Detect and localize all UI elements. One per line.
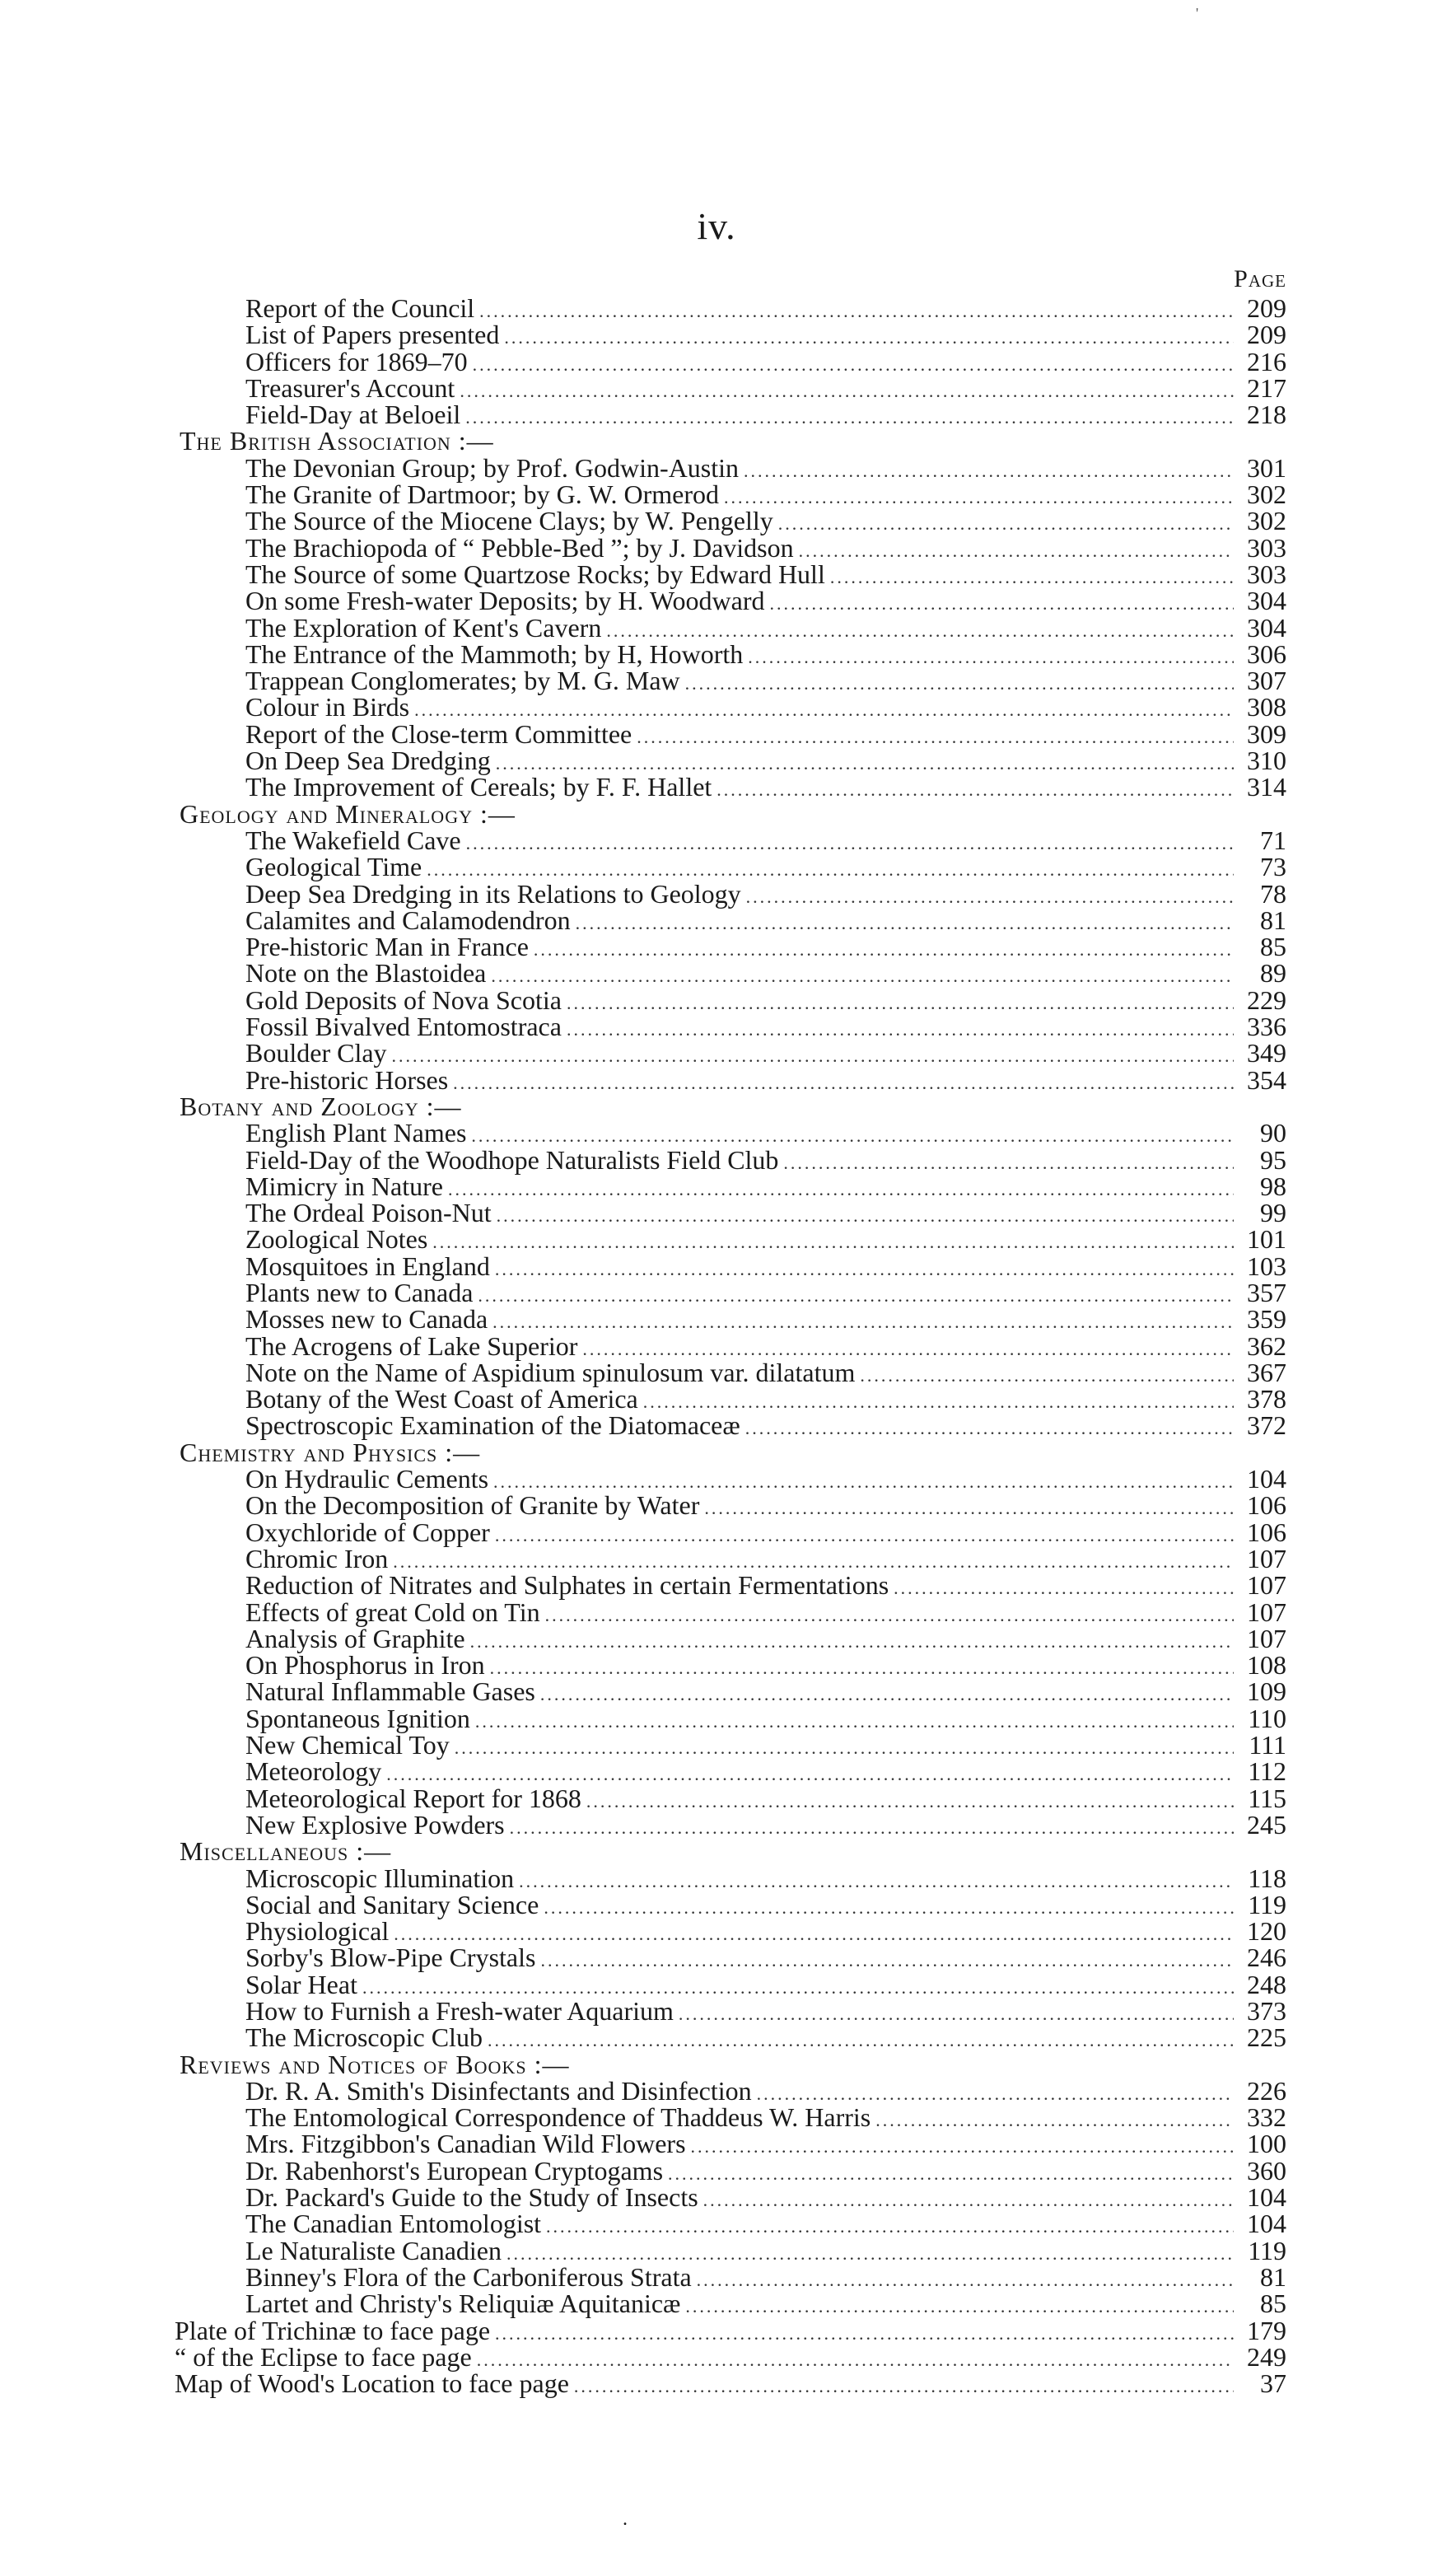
section-title: Botany and Zoology :— (180, 1091, 462, 1121)
dot-leader (724, 484, 1234, 511)
entry-title: Natural Inflammable Gases (245, 1676, 535, 1707)
toc-entry (0, 1173, 1433, 1199)
dot-leader (545, 1602, 1234, 1629)
toc-entry (0, 2368, 1433, 2399)
entry-title: On Phosphorus in Iron (245, 1650, 485, 1681)
dot-leader (703, 2187, 1234, 2214)
dot-leader (460, 378, 1234, 404)
toc-entry (0, 1224, 1433, 1255)
dot-leader (691, 2134, 1234, 2160)
toc-entry (0, 1998, 1433, 2024)
dot-leader (716, 777, 1234, 803)
dot-leader (473, 352, 1234, 378)
entry-title: Note on the Name of Aspidium spinulosum var. dilatatum (245, 1357, 856, 1387)
entry-page-number: 107 (1247, 1570, 1286, 1601)
toc-entry (0, 348, 1433, 375)
entry-title: The Wakefield Cave (245, 825, 461, 855)
dot-leader (860, 1363, 1234, 1389)
toc-entry (0, 2317, 1433, 2344)
section-title: The British Association :— (180, 426, 494, 456)
entry-page-number: 314 (1247, 772, 1286, 802)
entry-title: Dr. Packard's Guide to the Study of Insects (245, 2182, 698, 2213)
entry-page-number: 107 (1247, 1597, 1286, 1627)
dot-leader (392, 1043, 1234, 1069)
dot-leader (491, 963, 1234, 989)
dot-leader (679, 2001, 1234, 2027)
dot-leader (540, 1681, 1234, 1708)
entry-title: Mimicry in Nature (245, 1171, 443, 1201)
toc-entry (0, 958, 1433, 989)
dot-leader (778, 511, 1234, 537)
entry-page-number: 303 (1247, 532, 1286, 563)
entry-title: Pre-historic Man in France (245, 932, 529, 962)
dot-leader (697, 2267, 1234, 2293)
entry-page-number: 307 (1247, 666, 1286, 696)
dot-leader (875, 2107, 1234, 2134)
toc-entry (0, 1676, 1433, 1707)
entry-title: Colour in Birds (245, 692, 410, 722)
toc-entry (0, 372, 1433, 403)
entry-page-number: 104 (1247, 2209, 1286, 2239)
entry-page-number: 78 (1260, 878, 1286, 909)
entry-page-number: 362 (1247, 1330, 1286, 1361)
toc-entry (0, 1386, 1433, 1412)
dot-leader (465, 404, 1234, 431)
entry-page-number: 309 (1247, 718, 1286, 749)
entry-title: The Acrogens of Lake Superior (245, 1330, 578, 1361)
entry-title: Mosquitoes in England (245, 1251, 490, 1281)
entry-page-number: 103 (1247, 1251, 1286, 1281)
toc-entry (0, 1756, 1433, 1787)
toc-entry (0, 933, 1433, 960)
entry-page-number: 111 (1249, 1730, 1286, 1760)
entry-title: The Entrance of the Mammoth; by H, Howorth (245, 638, 744, 669)
entry-title: New Explosive Powders (245, 1809, 505, 1840)
entry-page-number: 359 (1247, 1304, 1286, 1335)
toc-entry (0, 321, 1433, 348)
entry-title: Solar Heat (245, 1969, 357, 1999)
toc-entry (0, 1064, 1433, 1095)
entry-title: Treasurer's Account (245, 372, 455, 403)
dot-leader (748, 644, 1234, 671)
dot-leader (668, 2161, 1234, 2187)
toc-entry (0, 1599, 1433, 1625)
toc-section-heading (0, 1836, 1433, 1867)
entry-page-number: 303 (1247, 559, 1286, 589)
toc-entry (0, 561, 1433, 587)
entry-page-number: 104 (1247, 2182, 1286, 2213)
toc-entry (0, 507, 1433, 534)
entry-page-number: 372 (1247, 1410, 1286, 1441)
entry-page-number: 106 (1247, 1517, 1286, 1547)
toc-entry (0, 1732, 1433, 1758)
entry-page-number: 225 (1247, 2022, 1286, 2053)
entry-title: Plants new to Canada (245, 1277, 474, 1307)
dot-leader (488, 2027, 1234, 2054)
entry-page-number: 112 (1248, 1756, 1286, 1787)
toc-entry (0, 2341, 1433, 2372)
toc-entry (0, 1253, 1433, 1279)
dot-leader (448, 1176, 1234, 1203)
toc-entry (0, 718, 1433, 749)
table-of-contents (0, 293, 1433, 2399)
toc-entry (0, 1625, 1433, 1652)
entry-title: Mrs. Fitzgibbon's Canadian Wild Flowers (245, 2129, 686, 2159)
dot-leader (455, 1735, 1234, 1761)
toc-entry (0, 1944, 1433, 1971)
toc-entry (0, 774, 1433, 800)
entry-title: Zoological Notes (245, 1224, 428, 1255)
entry-title: Spectroscopic Examination of the Diatomaceæ (245, 1410, 740, 1441)
entry-page-number: 115 (1248, 1783, 1286, 1813)
toc-entry (0, 667, 1433, 694)
entry-page-number: 108 (1247, 1650, 1286, 1681)
toc-entry (0, 1013, 1433, 1040)
toc-entry (0, 1916, 1433, 1947)
dot-leader (492, 1309, 1234, 1335)
dot-leader (534, 937, 1234, 963)
dot-leader (574, 2373, 1234, 2400)
toc-entry (0, 1545, 1433, 1572)
entry-title: Mosses new to Canada (245, 1304, 488, 1335)
entry-title: The Devonian Group; by Prof. Godwin-Austin (245, 452, 740, 483)
entry-title: On Deep Sea Dredging (245, 746, 491, 776)
dot-leader (744, 458, 1234, 484)
entry-page-number: 71 (1260, 825, 1286, 855)
dot-leader (479, 298, 1234, 325)
entry-page-number: 104 (1247, 1464, 1286, 1494)
toc-entry (0, 1120, 1433, 1146)
toc-entry (0, 827, 1433, 853)
toc-entry (0, 2155, 1433, 2186)
entry-page-number: 119 (1248, 1889, 1286, 1919)
entry-title: Social and Sanitary Science (245, 1889, 539, 1919)
toc-entry (0, 2210, 1433, 2237)
entry-title: Trappean Conglomerates; by M. G. Maw (245, 666, 680, 696)
entry-title: Gold Deposits of Nova Scotia (245, 984, 562, 1015)
entry-page-number: 90 (1260, 1118, 1286, 1148)
entry-title: The Entomological Correspondence of Thaddeus W. Harris (245, 2102, 871, 2133)
toc-entry (0, 1330, 1433, 1361)
toc-entry (0, 479, 1433, 510)
entry-page-number: 99 (1260, 1198, 1286, 1228)
entry-page-number: 107 (1247, 1543, 1286, 1573)
entry-title: Dr. R. A. Smith's Disinfectants and Disinfection (245, 2075, 752, 2106)
entry-page-number: 179 (1247, 2315, 1286, 2345)
entry-page-number: 119 (1248, 2235, 1286, 2265)
dot-leader (894, 1575, 1234, 1601)
dot-leader (540, 1947, 1234, 1974)
entry-page-number: 336 (1247, 1012, 1286, 1042)
entry-page-number: 378 (1247, 1384, 1286, 1414)
toc-entry (0, 401, 1433, 428)
entry-page-number: 89 (1260, 958, 1286, 989)
entry-title: The Canadian Entomologist (245, 2209, 542, 2239)
toc-entry (0, 747, 1433, 774)
entry-page-number: 245 (1247, 1809, 1286, 1840)
dot-leader (830, 564, 1234, 591)
toc-entry (0, 1971, 1433, 1998)
entry-title: Effects of great Cold on Tin (245, 1597, 540, 1627)
entry-title: Chromic Iron (245, 1543, 389, 1573)
dot-leader (510, 1815, 1234, 1841)
entry-page-number: 110 (1248, 1703, 1286, 1733)
toc-section-heading (0, 1439, 1433, 1466)
dot-leader (475, 1709, 1234, 1735)
entry-title: Physiological (245, 1916, 390, 1947)
toc-entry (0, 1040, 1433, 1066)
toc-entry (0, 2237, 1433, 2264)
entry-page-number: 37 (1260, 2368, 1286, 2399)
toc-entry (0, 1199, 1433, 1226)
entry-title: “ of the Eclipse to face page (175, 2341, 472, 2372)
entry-page-number: 106 (1247, 1490, 1286, 1521)
dot-leader (746, 884, 1234, 910)
dot-leader (567, 990, 1234, 1017)
dot-leader (495, 1256, 1234, 1283)
entry-page-number: 73 (1260, 852, 1286, 882)
dot-leader (490, 1655, 1234, 1681)
dot-leader (685, 671, 1234, 697)
toc-entry (0, 1490, 1433, 1521)
entry-page-number: 301 (1247, 452, 1286, 483)
toc-entry (0, 1570, 1433, 1601)
toc-entry (0, 1785, 1433, 1812)
entry-title: The Ordeal Poison-Nut (245, 1198, 492, 1228)
entry-title: Report of the Council (245, 293, 475, 323)
entry-title: On some Fresh-water Deposits; by H. Woodward (245, 586, 765, 616)
entry-title: Field-Day of the Woodhope Naturalists Field Club (245, 1144, 779, 1175)
toc-entry (0, 532, 1433, 563)
entry-title: Binney's Flora of the Carboniferous Strata (245, 2261, 692, 2292)
entry-page-number: 226 (1247, 2075, 1286, 2106)
toc-entry (0, 452, 1433, 483)
entry-title: Pre-historic Horses (245, 1064, 449, 1095)
toc-entry (0, 694, 1433, 720)
toc-entry (0, 2261, 1433, 2292)
toc-entry (0, 878, 1433, 909)
entry-page-number: 216 (1247, 346, 1286, 376)
entry-title: Microscopic Illumination (245, 1863, 515, 1893)
entry-page-number: 304 (1247, 612, 1286, 643)
entry-title: English Plant Names (245, 1118, 467, 1148)
toc-entry (0, 1359, 1433, 1386)
dot-leader (495, 1522, 1234, 1549)
toc-section-heading (0, 428, 1433, 454)
section-title: Geology and Mineralogy :— (180, 798, 516, 829)
toc-entry (0, 1809, 1433, 1840)
dot-leader (453, 1070, 1234, 1096)
entry-page-number: 349 (1247, 1038, 1286, 1068)
entry-title: The Source of some Quartzose Rocks; by Edward Hull (245, 559, 825, 589)
dot-leader (432, 1229, 1234, 1255)
entry-title: Dr. Rabenhorst's European Cryptogams (245, 2155, 664, 2186)
toc-entry (0, 1144, 1433, 1175)
toc-entry (0, 984, 1433, 1015)
dot-leader (685, 2293, 1234, 2320)
scan-mark: ' (1196, 5, 1199, 21)
entry-title: Officers for 1869–70 (245, 346, 468, 376)
entry-page-number: 367 (1247, 1357, 1286, 1387)
dot-leader (495, 2321, 1234, 2347)
dot-leader (466, 830, 1234, 857)
entry-title: Reduction of Nitrates and Sulphates in certain Fermentations (245, 1570, 889, 1601)
entry-page-number: 246 (1247, 1943, 1286, 1973)
entry-title: The Source of the Miocene Clays; by W. Pengelly (245, 506, 773, 536)
entry-title: The Microscopic Club (245, 2022, 483, 2053)
entry-page-number: 109 (1247, 1676, 1286, 1707)
dot-leader (576, 910, 1234, 937)
dot-leader (497, 1203, 1234, 1229)
toc-section-heading (0, 798, 1433, 829)
dot-leader (478, 1283, 1234, 1309)
entry-page-number: 249 (1247, 2341, 1286, 2372)
dot-leader (519, 1868, 1234, 1895)
entry-page-number: 118 (1248, 1863, 1286, 1893)
entry-page-number: 98 (1260, 1171, 1286, 1201)
entry-page-number: 95 (1260, 1144, 1286, 1175)
page-column-heading: Page (1234, 265, 1286, 292)
toc-entry (0, 638, 1433, 669)
entry-title: The Granite of Dartmoor; by G. W. Ormerod (245, 479, 719, 510)
entry-page-number: 209 (1247, 320, 1286, 350)
entry-title: New Chemical Toy (245, 1730, 450, 1760)
entry-title: Plate of Trichinæ to face page (175, 2315, 491, 2345)
entry-title: On Hydraulic Cements (245, 1464, 489, 1494)
dot-leader (783, 1150, 1234, 1176)
entry-title: Analysis of Graphite (245, 1623, 465, 1653)
toc-section-heading (0, 2051, 1433, 2078)
entry-page-number: 101 (1247, 1224, 1286, 1255)
toc-entry (0, 2290, 1433, 2317)
entry-page-number: 85 (1260, 2288, 1286, 2319)
entry-page-number: 302 (1247, 506, 1286, 536)
section-title: Reviews and Notices of Books :— (180, 2049, 570, 2079)
dot-leader (546, 2214, 1234, 2240)
toc-entry (0, 1650, 1433, 1681)
toc-entry (0, 1279, 1433, 1306)
toc-entry (0, 1466, 1433, 1492)
entry-title: Fossil Bivalved Entomostraca (245, 1012, 562, 1042)
entry-title: Report of the Close-term Committee (245, 718, 632, 749)
dot-leader (504, 325, 1234, 351)
entry-title: How to Furnish a Fresh-water Aquarium (245, 1996, 674, 2026)
entry-page-number: 248 (1247, 1969, 1286, 1999)
entry-page-number: 310 (1247, 746, 1286, 776)
dot-leader (567, 1017, 1234, 1043)
toc-entry (0, 1410, 1433, 1441)
entry-page-number: 107 (1247, 1623, 1286, 1653)
entry-title: Lartet and Christy's Reliquiæ Aquitanicæ (245, 2288, 681, 2319)
toc-entry (0, 2102, 1433, 2133)
entry-page-number: 308 (1247, 692, 1286, 722)
toc-entry (0, 2130, 1433, 2157)
entry-page-number: 302 (1247, 479, 1286, 510)
entry-title: The Brachiopoda of “ Pebble-Bed ”; by J. Davidson (245, 532, 794, 563)
toc-entry (0, 907, 1433, 933)
toc-entry (0, 295, 1433, 321)
dot-leader (704, 1495, 1234, 1522)
dot-leader (544, 1895, 1234, 1921)
entry-title: Geological Time (245, 852, 422, 882)
dot-leader (586, 1788, 1234, 1815)
section-title: Chemistry and Physics :— (180, 1437, 481, 1467)
entry-title: The Improvement of Cereals; by F. F. Hallet (245, 772, 712, 802)
entry-page-number: 360 (1247, 2155, 1286, 2186)
entry-title: Deep Sea Dredging in its Relations to Geology (245, 878, 741, 909)
toc-entry (0, 587, 1433, 614)
entry-page-number: 229 (1247, 984, 1286, 1015)
page-number-roman: iv. (697, 205, 736, 247)
entry-page-number: 81 (1260, 905, 1286, 935)
entry-page-number: 304 (1247, 586, 1286, 616)
dot-leader (770, 591, 1234, 617)
scan-mark-bottom: . (623, 2508, 628, 2530)
entry-title: Note on the Blastoidea (245, 958, 487, 989)
toc-entry (0, 2075, 1433, 2106)
dot-leader (799, 538, 1234, 564)
entry-page-number: 373 (1247, 1996, 1286, 2026)
entry-title: Meteorology (245, 1756, 382, 1787)
entry-title: Boulder Clay (245, 1038, 387, 1068)
entry-title: Spontaneous Ignition (245, 1703, 470, 1733)
entry-title: Meteorological Report for 1868 (245, 1783, 581, 1813)
entry-title: Map of Wood's Location to face page (175, 2368, 569, 2399)
toc-entry (0, 2022, 1433, 2053)
entry-title: The Exploration of Kent's Cavern (245, 612, 602, 643)
entry-title: Calamites and Calamodendron (245, 905, 571, 935)
entry-title: Field-Day at Beloeil (245, 400, 461, 430)
entry-page-number: 306 (1247, 638, 1286, 669)
dot-leader (745, 1415, 1234, 1442)
toc-entry (0, 612, 1433, 643)
entry-page-number: 217 (1247, 372, 1286, 403)
entry-page-number: 357 (1247, 1277, 1286, 1307)
dot-leader (637, 724, 1234, 750)
toc-entry (0, 853, 1433, 880)
section-title: Miscellaneous :— (180, 1836, 392, 1867)
dot-leader (470, 1629, 1234, 1655)
toc-entry (0, 2182, 1433, 2213)
entry-page-number: 85 (1260, 932, 1286, 962)
entry-title: On the Decomposition of Granite by Water (245, 1490, 700, 1521)
entry-title: Le Naturaliste Canadien (245, 2235, 502, 2265)
entry-page-number: 218 (1247, 400, 1286, 430)
toc-entry (0, 1705, 1433, 1732)
entry-page-number: 120 (1247, 1916, 1286, 1947)
toc-entry (0, 1865, 1433, 1891)
entry-page-number: 332 (1247, 2102, 1286, 2133)
toc-entry (0, 1519, 1433, 1545)
toc-entry (0, 1891, 1433, 1918)
dot-leader (477, 2347, 1234, 2373)
entry-page-number: 81 (1260, 2261, 1286, 2292)
entry-page-number: 100 (1247, 2129, 1286, 2159)
entry-title: List of Papers presented (245, 320, 500, 350)
entry-title: Sorby's Blow-Pipe Crystals (245, 1943, 536, 1973)
entry-page-number: 354 (1247, 1064, 1286, 1095)
toc-entry (0, 1304, 1433, 1335)
entry-title: Botany of the West Coast of America (245, 1384, 638, 1414)
entry-title: Oxychloride of Copper (245, 1517, 490, 1547)
toc-section-heading (0, 1093, 1433, 1120)
entry-page-number: 209 (1247, 293, 1286, 323)
